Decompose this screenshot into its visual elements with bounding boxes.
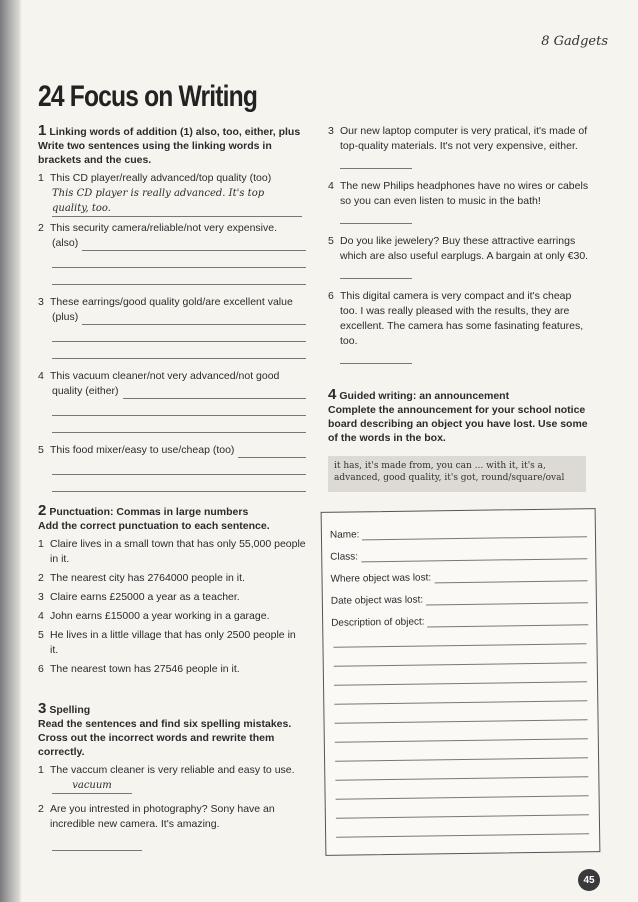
exercise-item: 1 The vaccum cleaner is very reliable and easy to use. — [38, 764, 295, 776]
exercise-item: 4 This vacuum cleaner/not very advanced/not good — [38, 370, 280, 382]
exercise-item: 3 These earrings/good quality gold/are excellent value — [38, 296, 293, 308]
answer-line[interactable] — [123, 386, 306, 399]
answer-line[interactable] — [52, 458, 306, 475]
exercise-item: 6 This digital camera is very compact and it's cheap too. I was really pleased with the results, they are excellent. The camera has some fasinating features, too. — [328, 290, 584, 347]
section-1-continued — [328, 124, 590, 364]
section-3-heading: 3 Spelling — [38, 700, 91, 717]
name-field[interactable]: Name: — [330, 519, 587, 541]
where-lost-field[interactable]: Where object was lost: — [330, 563, 587, 585]
unit-title: 24 Focus on Writing — [38, 80, 258, 113]
class-field[interactable]: Class: — [330, 541, 587, 563]
answer-line[interactable] — [52, 342, 306, 359]
section-2-instruction: Add the correct punctuation to each sentence. — [38, 520, 270, 532]
exercise-item: 5 He lives in a little village that has only 2500 people in it. — [38, 629, 296, 656]
example-answer-line — [52, 186, 302, 217]
description-field[interactable]: Description of object: — [331, 607, 588, 629]
answer-line[interactable] — [52, 268, 306, 285]
announcement-form — [321, 508, 601, 856]
answer-line[interactable] — [52, 399, 306, 416]
answer-line[interactable] — [52, 325, 306, 342]
section-1-heading: 1 Linking words of addition (1) also, too, either, plus — [38, 122, 301, 139]
answer-line[interactable] — [52, 251, 306, 268]
answer-line[interactable] — [340, 349, 412, 364]
exercise-item: 2 Are you intrested in photography? Sony have an incredible new camera. It's amazing. — [38, 803, 275, 830]
exercise-item: 1 This CD player/really advanced/top quality (too) — [38, 172, 272, 184]
answer-line[interactable] — [238, 445, 306, 458]
exercise-item: 4 The new Philips headphones have no wires or cabels so you can even listen to music in the bath! — [328, 180, 589, 207]
section-4-heading: 4 Guided writing: an announcement — [328, 386, 510, 403]
book-spine-shadow — [0, 0, 22, 902]
answer-line[interactable] — [82, 238, 306, 251]
answer-line[interactable] — [52, 416, 306, 433]
exercise-item: 6 The nearest town has 27546 people in it. — [38, 663, 240, 675]
exercise-item: 5 This food mixer/easy to use/cheap (too) — [38, 443, 306, 458]
date-lost-field[interactable]: Date object was lost: — [331, 585, 588, 607]
exercise-item: 2 This security camera/reliable/not very expensive. — [38, 222, 278, 234]
answer-line[interactable] — [82, 312, 306, 325]
exercise-item: 3 Claire earns £25000 a year as a teacher. — [38, 591, 240, 603]
answer-line[interactable] — [52, 475, 306, 492]
example-answer: This CD player is really advanced. It's top quality, too. — [52, 188, 265, 214]
spelling-answer-line — [52, 778, 132, 794]
page-number: 45 — [578, 869, 600, 891]
answer-line[interactable] — [340, 209, 412, 224]
spelling-answer: vacuum — [72, 780, 112, 791]
section-1-instruction: Write two sentences using the linking words in brackets and the cues. — [38, 140, 272, 166]
section-2-heading: 2 Punctuation: Commas in large numbers — [38, 502, 249, 519]
exercise-item: 2 The nearest city has 2764000 people in it. — [38, 572, 245, 584]
section-2 — [38, 504, 306, 677]
exercise-item: 4 John earns £15000 a year working in a garage. — [38, 610, 270, 622]
section-4-instruction: Complete the announcement for your school notice board describing an object you have lost. Use some of the words in the box. — [328, 404, 588, 444]
word-box: it has, it's made from, you can ... with it, it's a, advanced, good quality, it's got, round/square/oval — [328, 456, 586, 492]
exercise-item: 3 Our new laptop computer is very pratical, it's made of top-quality materials. It's not very expensive, either. — [328, 125, 588, 152]
exercise-item: 5 Do you like jewelery? Buy these attractive earrings which are also useful earplugs. A bargain at only €30. — [328, 235, 589, 262]
section-3 — [38, 702, 306, 851]
section-3-instruction: Read the sentences and find six spelling mistakes. Cross out the incorrect words and rewrite them correctly. — [38, 718, 292, 758]
section-4 — [328, 388, 590, 445]
unit-header-tag: 8 Gadgets — [541, 34, 608, 49]
answer-line[interactable] — [52, 832, 142, 851]
answer-line[interactable] — [340, 154, 412, 169]
writing-line[interactable] — [336, 815, 589, 838]
exercise-item: 1 Claire lives in a small town that has only 55,000 people in it. — [38, 538, 306, 565]
section-1: 1 Linking words of addition (1) also, too, either, plus Write two sentences using the linking words in brackets and the cues. 1 This CD player/really advanced/top quality (too) This CD player is really advanced. It's top quality, too. 2 This security camera/reliable/not very expensive. (also) 3 These earrings/good quality gold/are excellent value (plus) 4 This vacuum cleaner/not very advanced/not good quality (either) 5 This food mixer/easy to use/cheap (too) — [38, 124, 306, 492]
answer-line[interactable] — [340, 264, 412, 279]
